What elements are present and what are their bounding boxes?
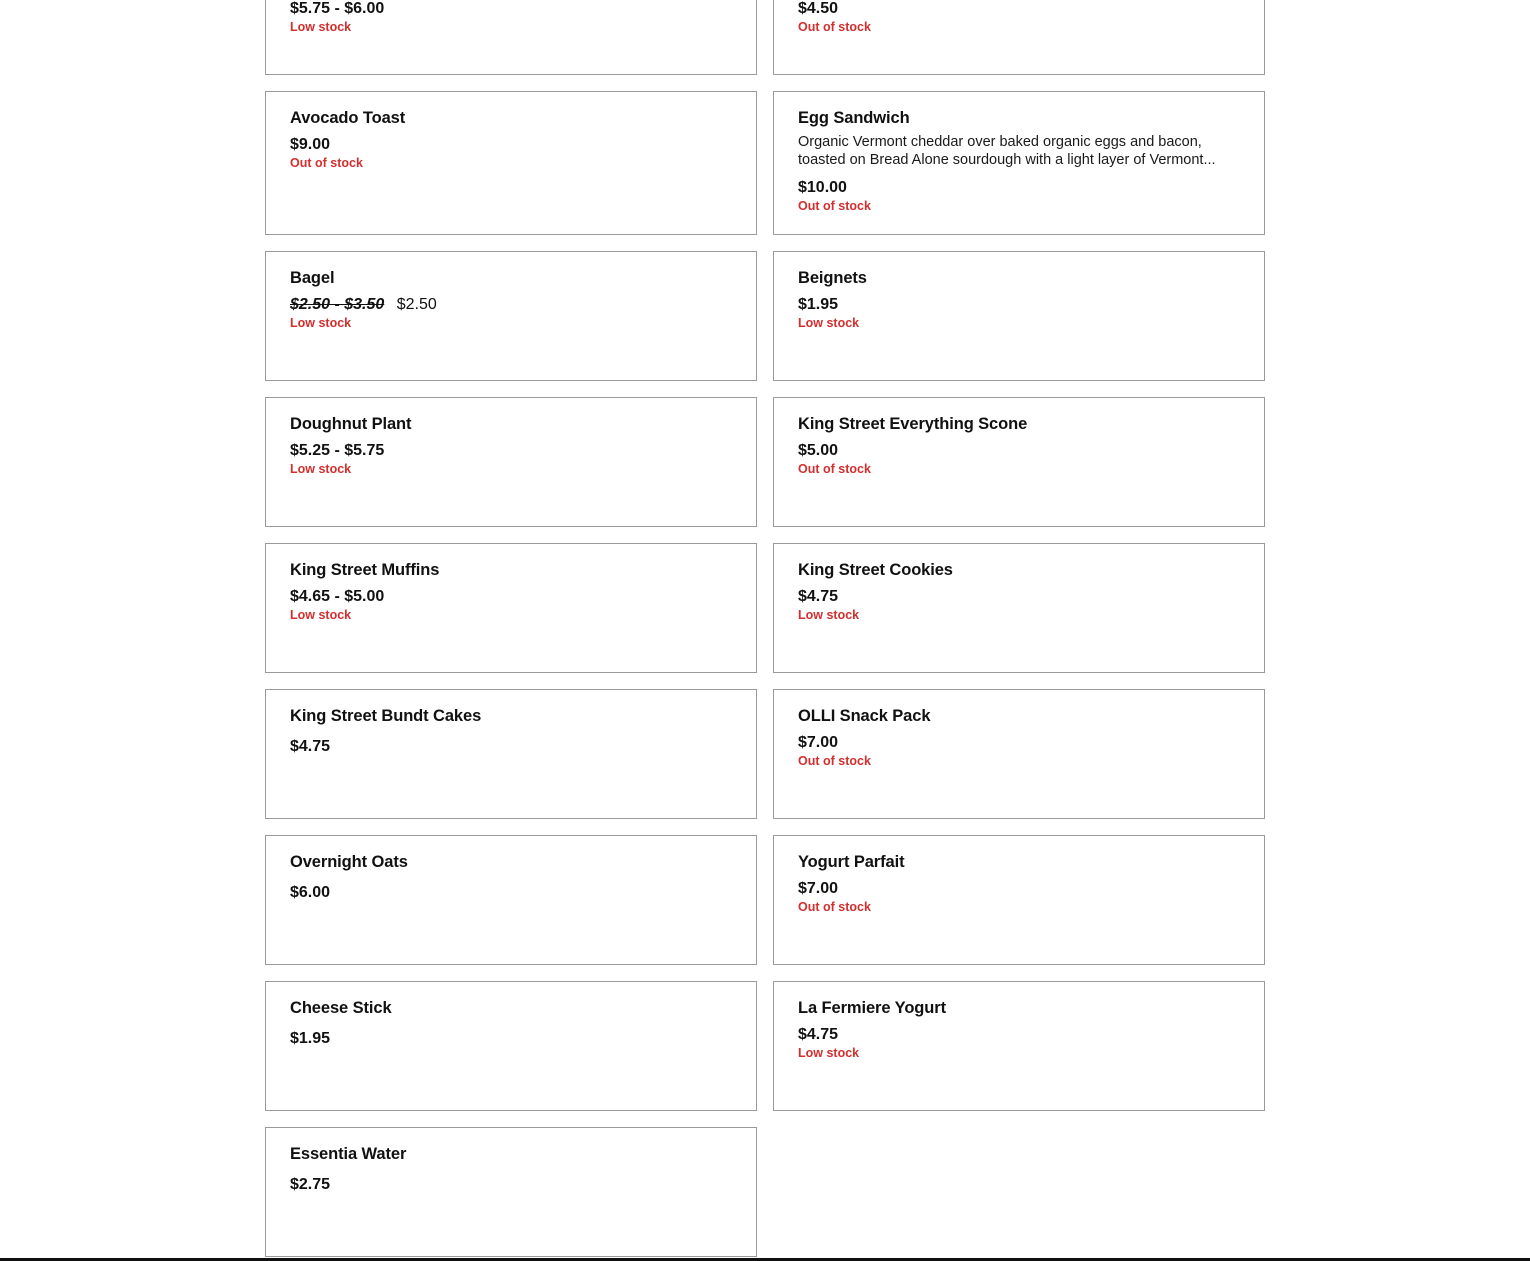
item-name: Egg Sandwich <box>798 109 910 127</box>
menu-item-card[interactable] <box>773 543 1265 673</box>
item-price: $5.75 - $6.00 <box>290 0 385 17</box>
item-price: $1.95 <box>290 1030 331 1047</box>
stock-status: Out of stock <box>798 754 871 768</box>
stock-status: Low stock <box>798 608 860 622</box>
menu-item-card-partial-left[interactable] <box>265 0 757 75</box>
menu-item-card-partial-right[interactable] <box>773 0 1265 75</box>
item-name: Overnight Oats <box>290 853 408 871</box>
item-price-row <box>290 136 732 154</box>
menu-item-card[interactable] <box>773 835 1265 965</box>
item-price-row <box>798 442 1240 460</box>
menu-item-card[interactable] <box>773 397 1265 527</box>
menu-item-card[interactable] <box>265 543 757 673</box>
item-name: Beignets <box>798 269 867 287</box>
item-price: $9.00 <box>290 136 331 153</box>
item-price: $1.95 <box>798 296 839 313</box>
stock-status: Out of stock <box>290 156 363 170</box>
item-price: $4.75 <box>798 1026 839 1043</box>
item-price: $5.00 <box>798 442 839 459</box>
item-name: King Street Everything Scone <box>798 415 1028 433</box>
item-name: Avocado Toast <box>290 109 406 127</box>
item-price: $7.00 <box>798 734 839 751</box>
item-price-row <box>290 588 732 606</box>
item-original-price: $2.50 - $3.50 <box>290 296 385 313</box>
stock-status: Low stock <box>290 20 352 34</box>
item-price: $10.00 <box>798 179 847 196</box>
menu-item-card[interactable] <box>773 981 1265 1111</box>
stock-status: Low stock <box>798 1046 860 1060</box>
item-price-row <box>290 1030 732 1048</box>
item-price-row <box>798 179 1240 197</box>
item-price-row <box>798 296 1240 314</box>
stock-status: Low stock <box>290 316 352 330</box>
menu-item-card[interactable] <box>265 1127 757 1257</box>
menu-item-card[interactable] <box>265 397 757 527</box>
menu-item-card[interactable] <box>773 689 1265 819</box>
menu-item-card[interactable] <box>773 91 1265 235</box>
item-price: $4.50 <box>798 0 839 17</box>
item-price: $5.25 - $5.75 <box>290 442 385 459</box>
stock-status: Low stock <box>798 316 860 330</box>
item-name: King Street Bundt Cakes <box>290 707 482 725</box>
item-price: $2.75 <box>290 1176 331 1193</box>
item-name: King Street Cookies <box>798 561 953 579</box>
item-price: $4.75 <box>290 738 331 755</box>
item-name: Yogurt Parfait <box>798 853 905 871</box>
item-name: Doughnut Plant <box>290 415 412 433</box>
item-name: Essentia Water <box>290 1145 407 1163</box>
item-price: $6.00 <box>290 884 331 901</box>
stock-status: Out of stock <box>798 462 871 476</box>
menu-item-card[interactable] <box>265 835 757 965</box>
item-price: $7.00 <box>798 880 839 897</box>
item-description-line: toasted on Bread Alone sourdough with a light layer of Vermont... <box>798 152 1216 168</box>
item-name: La Fermiere Yogurt <box>798 999 946 1017</box>
item-sale-price: $2.50 <box>396 296 437 313</box>
item-description <box>798 133 1240 169</box>
item-name: Bagel <box>290 269 335 287</box>
item-price-row <box>290 738 732 756</box>
stock-status: Out of stock <box>798 900 871 914</box>
stock-status: Out of stock <box>798 199 871 213</box>
item-price: $4.65 - $5.00 <box>290 588 385 605</box>
item-price-row <box>798 734 1240 752</box>
item-name: Cheese Stick <box>290 999 392 1017</box>
item-name: OLLI Snack Pack <box>798 707 931 725</box>
stock-status: Low stock <box>290 462 352 476</box>
item-name: King Street Muffins <box>290 561 440 579</box>
item-price-row <box>290 884 732 902</box>
item-price-row <box>798 588 1240 606</box>
menu-item-card[interactable] <box>265 981 757 1111</box>
item-price: $4.75 <box>798 588 839 605</box>
item-price-row <box>290 442 732 460</box>
item-price-row <box>798 880 1240 898</box>
item-price-row <box>798 0 1240 18</box>
stock-status: Out of stock <box>798 20 871 34</box>
menu-item-card[interactable] <box>265 251 757 381</box>
menu-item-card[interactable] <box>265 91 757 235</box>
item-description-line: Organic Vermont cheddar over baked organic eggs and bacon, <box>798 134 1202 150</box>
item-price-row <box>290 0 732 18</box>
item-price-row <box>290 296 732 314</box>
menu-item-card[interactable] <box>773 251 1265 381</box>
item-price-row <box>290 1176 732 1194</box>
menu-item-card[interactable] <box>265 689 757 819</box>
stock-status: Low stock <box>290 608 352 622</box>
item-price-row <box>798 1026 1240 1044</box>
